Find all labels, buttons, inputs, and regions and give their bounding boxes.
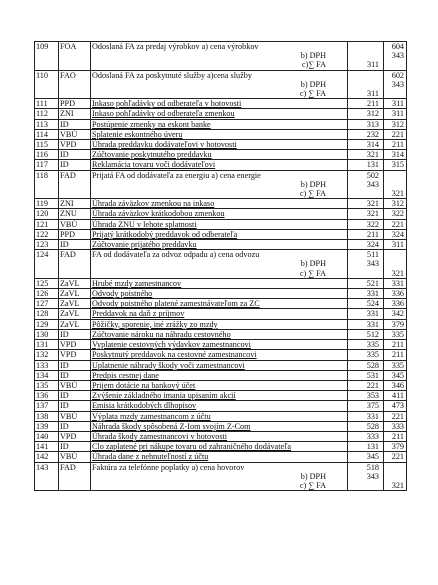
- entry-number: 111: [35, 99, 59, 109]
- entry-description: [91, 150, 348, 160]
- entry-description: [91, 309, 348, 319]
- credit-account: 333: [384, 421, 407, 431]
- entry-description: [91, 350, 348, 360]
- entry-description: [91, 391, 348, 401]
- table-row: [35, 150, 407, 160]
- entry-number: 137: [35, 401, 59, 411]
- document-code: ZNU: [59, 209, 91, 219]
- debit-account: 335: [348, 350, 384, 360]
- description-text: Splatenie eskontného úveru: [92, 129, 183, 139]
- description-text: Prijem dotácie na bankový účet: [92, 380, 196, 390]
- table-row: [35, 309, 407, 319]
- entry-description: [91, 109, 348, 119]
- debit-account: 321: [348, 209, 384, 219]
- debit-account: 314: [348, 140, 384, 150]
- entry-description: [91, 299, 348, 309]
- description-text: Inkaso pohľadávky od odberateľa zmenkou: [92, 109, 235, 119]
- credit-account-line: 321: [391, 480, 404, 490]
- entry-description: [91, 278, 348, 288]
- entry-description: [91, 240, 348, 250]
- debit-account: [348, 250, 384, 279]
- description-text: Predpis cestnej dane: [92, 370, 159, 380]
- description-line: b) DPH: [300, 79, 326, 89]
- entry-number: 119: [35, 199, 59, 209]
- table-row: [35, 329, 407, 339]
- credit-account: 336: [384, 289, 407, 299]
- debit-account: 345: [348, 452, 384, 462]
- debit-account: 331: [348, 309, 384, 319]
- debit-account: [348, 70, 384, 99]
- debit-account-line: 343: [366, 259, 379, 269]
- entry-description: [91, 411, 348, 421]
- credit-account-line: 604: [391, 42, 404, 51]
- description-line: c) ∑ FA: [299, 480, 326, 490]
- debit-account: 321: [348, 150, 384, 160]
- debit-account: [348, 170, 384, 199]
- table-row: [35, 209, 407, 219]
- debit-account-line: 511: [367, 250, 379, 260]
- description-line: Odoslaná FA za poskytnuté služby a)cena služby: [92, 70, 252, 80]
- debit-account-line: [349, 189, 379, 198]
- debit-account: [348, 462, 384, 491]
- table-row: [35, 42, 407, 71]
- credit-account: 315: [384, 160, 407, 170]
- entry-description: [91, 199, 348, 209]
- description-line: b) DPH: [300, 259, 326, 269]
- debit-account-line: [349, 42, 379, 51]
- description-line: b) DPH: [300, 51, 326, 61]
- entry-description: [91, 250, 348, 279]
- table-row: [35, 240, 407, 250]
- credit-account: 311: [384, 99, 407, 109]
- table-row: [35, 119, 407, 129]
- credit-account: [384, 462, 407, 491]
- table-row: [35, 319, 407, 329]
- description-text: Výplata mzdy zamestnancom z účtu: [92, 411, 211, 421]
- credit-account-line: [385, 171, 404, 180]
- description-text: Úhrada ZNU v lehote splatnosti: [92, 219, 197, 229]
- document-code: ID: [59, 421, 91, 431]
- credit-account: 411: [384, 391, 407, 401]
- entry-description: [91, 129, 348, 139]
- table-row: [35, 219, 407, 229]
- document-code: ZaVL: [59, 309, 91, 319]
- entry-number: 132: [35, 350, 59, 360]
- document-code: VPD: [59, 350, 91, 360]
- credit-account: [384, 170, 407, 199]
- entry-number: 126: [35, 289, 59, 299]
- entry-number: 141: [35, 442, 59, 452]
- credit-account: 346: [384, 380, 407, 390]
- debit-account: 131: [348, 160, 384, 170]
- credit-account: 211: [384, 431, 407, 441]
- description-line: FA od dodávateľa za odvoz odpadu a) cena odvozu: [92, 250, 260, 260]
- entry-number: 127: [35, 299, 59, 309]
- credit-account: 312: [384, 199, 407, 209]
- table-row: [35, 340, 407, 350]
- document-code: ID: [59, 401, 91, 411]
- debit-account-line: 311: [367, 89, 379, 99]
- entry-number: 134: [35, 370, 59, 380]
- accounting-entries-table: [34, 41, 407, 491]
- credit-account: 221: [384, 219, 407, 229]
- document-code: VBÚ: [59, 129, 91, 139]
- description-text: Zúčtovanie poskytnutého preddavku: [92, 150, 212, 160]
- description-line: Faktúra za telefónne poplatky a) cena hovorov: [92, 462, 245, 472]
- entry-number: 124: [35, 250, 59, 279]
- description-text: Poskytnutý preddavok na cestovné zamestnancovi: [92, 350, 257, 360]
- debit-account-line: 343: [366, 179, 379, 189]
- credit-account: [384, 250, 407, 279]
- debit-account: 331: [348, 289, 384, 299]
- table-row: [35, 140, 407, 150]
- debit-account: 331: [348, 319, 384, 329]
- debit-account: 312: [348, 109, 384, 119]
- description-text: Úhrada preddavku dodávateľovi v hotovosti: [92, 140, 237, 150]
- description-line: c) ∑ FA: [299, 89, 326, 99]
- document-code: VPD: [59, 431, 91, 441]
- entry-description: [91, 140, 348, 150]
- credit-account: 336: [384, 299, 407, 309]
- entry-number: 129: [35, 319, 59, 329]
- document-code: ZNI: [59, 199, 91, 209]
- description-text: Clo zaplatené pri nákupe tovaru od zahraničného dodávateľa: [92, 442, 292, 452]
- table-row: [35, 360, 407, 370]
- credit-account: 335: [384, 360, 407, 370]
- description-text: Zúčtovanie prijatého preddavku: [92, 240, 197, 250]
- entry-description: [91, 340, 348, 350]
- document-code: FAD: [59, 462, 91, 491]
- debit-account: 353: [348, 391, 384, 401]
- entry-number: 131: [35, 340, 59, 350]
- entry-description: [91, 209, 348, 219]
- entry-number: 128: [35, 309, 59, 319]
- credit-account-line: 321: [391, 268, 404, 278]
- document-code: ID: [59, 442, 91, 452]
- table-row: [35, 70, 407, 99]
- description-line: c) ∑ FA: [299, 268, 326, 278]
- description-text: Odvody poistného: [92, 289, 153, 299]
- debit-account: 335: [348, 340, 384, 350]
- debit-account: 531: [348, 370, 384, 380]
- description-line: c)∑ FA: [301, 60, 326, 70]
- debit-account: 221: [348, 380, 384, 390]
- document-code: ZaVL: [59, 299, 91, 309]
- description-line: Prijatá FA od dodávateľa za energiu a) cena energie: [92, 170, 261, 180]
- credit-account-line: [385, 472, 404, 481]
- table-row: [35, 299, 407, 309]
- debit-account: 313: [348, 119, 384, 129]
- debit-account: 333: [348, 431, 384, 441]
- entry-number: 122: [35, 229, 59, 239]
- description-text: Uplatnenie náhrady škody voči zamestnancovi: [92, 360, 245, 370]
- table-row: [35, 462, 407, 491]
- description-line: Odoslaná FA za predaj výrobkov a) cena výrobkov: [92, 42, 259, 51]
- description-text: Postúpenie zmenky na eskont banke: [92, 119, 211, 129]
- debit-account: 211: [348, 99, 384, 109]
- document-code: PPD: [59, 229, 91, 239]
- credit-account: 331: [384, 278, 407, 288]
- entry-number: 135: [35, 380, 59, 390]
- credit-account-line: 343: [391, 51, 404, 61]
- debit-account: 321: [348, 199, 384, 209]
- entry-number: 115: [35, 140, 59, 150]
- document-code: FAD: [59, 170, 91, 199]
- entry-number: 125: [35, 278, 59, 288]
- credit-account: 221: [384, 411, 407, 421]
- description-text: Úhrada dane z nehnuteľností z účtu: [92, 452, 209, 462]
- credit-account-line: [385, 180, 404, 189]
- debit-account: 232: [348, 129, 384, 139]
- description-text: Reklamácia tovaru voči dodávateľovi: [92, 160, 216, 170]
- debit-account: 322: [348, 219, 384, 229]
- debit-account: 331: [348, 411, 384, 421]
- entry-number: 118: [35, 170, 59, 199]
- credit-account: [384, 70, 407, 99]
- table-row: [35, 431, 407, 441]
- credit-account: 345: [384, 370, 407, 380]
- document-code: ZaVL: [59, 319, 91, 329]
- credit-account: 211: [384, 350, 407, 360]
- table-body: [35, 42, 407, 491]
- document-code: VBÚ: [59, 411, 91, 421]
- credit-account: 211: [384, 340, 407, 350]
- entry-number: 130: [35, 329, 59, 339]
- debit-account: 324: [348, 240, 384, 250]
- credit-account: 324: [384, 229, 407, 239]
- table-row: [35, 442, 407, 452]
- debit-account: 528: [348, 421, 384, 431]
- entry-description: [91, 219, 348, 229]
- entry-number: 121: [35, 219, 59, 229]
- entry-description: [91, 421, 348, 431]
- credit-account: 322: [384, 209, 407, 219]
- credit-account: 335: [384, 329, 407, 339]
- document-code: ID: [59, 150, 91, 160]
- document-code: ZaVL: [59, 278, 91, 288]
- credit-account: 473: [384, 401, 407, 411]
- description-text: Úhrada záväzkov krátkodobou zmenkou: [92, 209, 225, 219]
- document-code: VPD: [59, 340, 91, 350]
- debit-account: 528: [348, 360, 384, 370]
- table-row: [35, 370, 407, 380]
- entry-number: 140: [35, 431, 59, 441]
- credit-account: 379: [384, 319, 407, 329]
- entry-description: [91, 329, 348, 339]
- credit-account-line: [385, 463, 404, 472]
- table-row: [35, 199, 407, 209]
- debit-account: 512: [348, 329, 384, 339]
- entry-description: [91, 160, 348, 170]
- debit-account-line: 502: [366, 170, 379, 180]
- entry-description: [91, 452, 348, 462]
- description-text: Emisia krátkodobých dlhopisov: [92, 401, 197, 411]
- credit-account: 312: [384, 119, 407, 129]
- entry-description: [91, 380, 348, 390]
- description-text: Odvody poistného platené zamestnávateľom za ZC: [92, 299, 260, 309]
- document-code: ID: [59, 360, 91, 370]
- entry-number: 136: [35, 391, 59, 401]
- entry-description: [91, 229, 348, 239]
- entry-description: [91, 289, 348, 299]
- table-row: [35, 109, 407, 119]
- table-row: [35, 452, 407, 462]
- entry-number: 110: [35, 70, 59, 99]
- debit-account-line: [349, 269, 379, 278]
- entry-description: [91, 370, 348, 380]
- table-row: [35, 160, 407, 170]
- entry-number: 138: [35, 411, 59, 421]
- credit-account-line: 343: [391, 79, 404, 89]
- document-code: ID: [59, 119, 91, 129]
- document-code: ZaVL: [59, 289, 91, 299]
- debit-account-line: 518: [366, 462, 379, 472]
- credit-account: 221: [384, 452, 407, 462]
- credit-account-line: [385, 250, 404, 259]
- table-row: [35, 99, 407, 109]
- credit-account: 311: [384, 109, 407, 119]
- table-row: [35, 401, 407, 411]
- credit-account: 211: [384, 140, 407, 150]
- entry-number: 114: [35, 129, 59, 139]
- entry-description: [91, 431, 348, 441]
- credit-account-line: 321: [391, 189, 404, 199]
- debit-account-line: [349, 80, 379, 89]
- document-code: ID: [59, 329, 91, 339]
- table-row: [35, 129, 407, 139]
- credit-account: 379: [384, 442, 407, 452]
- description-text: Prijatý krátkodobý preddavok od odberateľa: [92, 229, 238, 239]
- debit-account-line: [349, 51, 379, 60]
- document-code: VBÚ: [59, 219, 91, 229]
- document-code: FAD: [59, 250, 91, 279]
- description-text: Preddavok na daň z príjmov: [92, 309, 185, 319]
- credit-account-line: [385, 60, 404, 69]
- description-text: Pôžičky, sporenie, iné zrážky zo mzdy: [92, 319, 218, 329]
- entry-description: [91, 42, 348, 71]
- entry-number: 139: [35, 421, 59, 431]
- description-text: Zvýšenie základného imania upisaním akcií: [92, 391, 236, 401]
- credit-account: [384, 42, 407, 71]
- entry-number: 142: [35, 452, 59, 462]
- table-row: [35, 170, 407, 199]
- entry-description: [91, 170, 348, 199]
- document-code: VPD: [59, 140, 91, 150]
- credit-account-line: [385, 259, 404, 268]
- document-code: ID: [59, 370, 91, 380]
- debit-account: 524: [348, 299, 384, 309]
- table-row: [35, 421, 407, 431]
- entry-description: [91, 360, 348, 370]
- description-text: Úhrada záväzkov zmenkou na inkaso: [92, 199, 215, 209]
- credit-account: 221: [384, 129, 407, 139]
- table-row: [35, 411, 407, 421]
- description-line: b) DPH: [300, 471, 326, 481]
- entry-number: 133: [35, 360, 59, 370]
- entry-description: [91, 401, 348, 411]
- document-code: FOA: [59, 42, 91, 71]
- description-text: Zúčtovanie nároku na náhradu cestovného: [92, 329, 231, 339]
- table-row: [35, 278, 407, 288]
- entry-description: [91, 70, 348, 99]
- document-code: PPD: [59, 99, 91, 109]
- description-text: Náhrada škody spôsobená Z-Iom svojím Z-Com: [92, 421, 251, 431]
- entry-number: 113: [35, 119, 59, 129]
- document-code: ID: [59, 391, 91, 401]
- entry-description: [91, 462, 348, 491]
- entry-description: [91, 319, 348, 329]
- entry-number: 120: [35, 209, 59, 219]
- debit-account-line: 311: [367, 60, 379, 70]
- document-code: ID: [59, 240, 91, 250]
- credit-account-line: [385, 89, 404, 98]
- description-text: Hrubé mzdy zamestnancov: [92, 278, 182, 288]
- document-code: VBÚ: [59, 380, 91, 390]
- debit-account: [348, 42, 384, 71]
- entry-number: 109: [35, 42, 59, 71]
- document-code: ID: [59, 160, 91, 170]
- entry-description: [91, 119, 348, 129]
- credit-account: 342: [384, 309, 407, 319]
- table-row: [35, 350, 407, 360]
- table-row: [35, 380, 407, 390]
- table-row: [35, 391, 407, 401]
- document-code: FAO: [59, 70, 91, 99]
- table-row: [35, 289, 407, 299]
- document-code: VBÚ: [59, 452, 91, 462]
- description-text: Úhrada škody zamestnancovi v hotovosti: [92, 431, 228, 441]
- document-code: ZNI: [59, 109, 91, 119]
- debit-account: 375: [348, 401, 384, 411]
- description-line: c) ∑ FA: [299, 189, 326, 199]
- table-row: [35, 250, 407, 279]
- entry-number: 117: [35, 160, 59, 170]
- entry-number: 143: [35, 462, 59, 491]
- debit-account-line: [349, 481, 379, 490]
- table-row: [35, 229, 407, 239]
- entry-description: [91, 99, 348, 109]
- credit-account: 314: [384, 150, 407, 160]
- debit-account-line: 343: [366, 471, 379, 481]
- description-text: Inkaso pohľadávky od odberateľa v hotovosti: [92, 99, 242, 109]
- entry-number: 123: [35, 240, 59, 250]
- credit-account-line: 602: [391, 70, 404, 80]
- debit-account-line: [349, 71, 379, 80]
- description-text: Vyplatenie cestovných výdavkov zamestnancovi: [92, 340, 251, 350]
- entry-number: 116: [35, 150, 59, 160]
- debit-account: 521: [348, 278, 384, 288]
- document-sheet: [34, 41, 406, 491]
- credit-account: 311: [384, 240, 407, 250]
- debit-account: 211: [348, 229, 384, 239]
- entry-description: [91, 442, 348, 452]
- description-line: b) DPH: [300, 179, 326, 189]
- debit-account: 131: [348, 442, 384, 452]
- entry-number: 112: [35, 109, 59, 119]
